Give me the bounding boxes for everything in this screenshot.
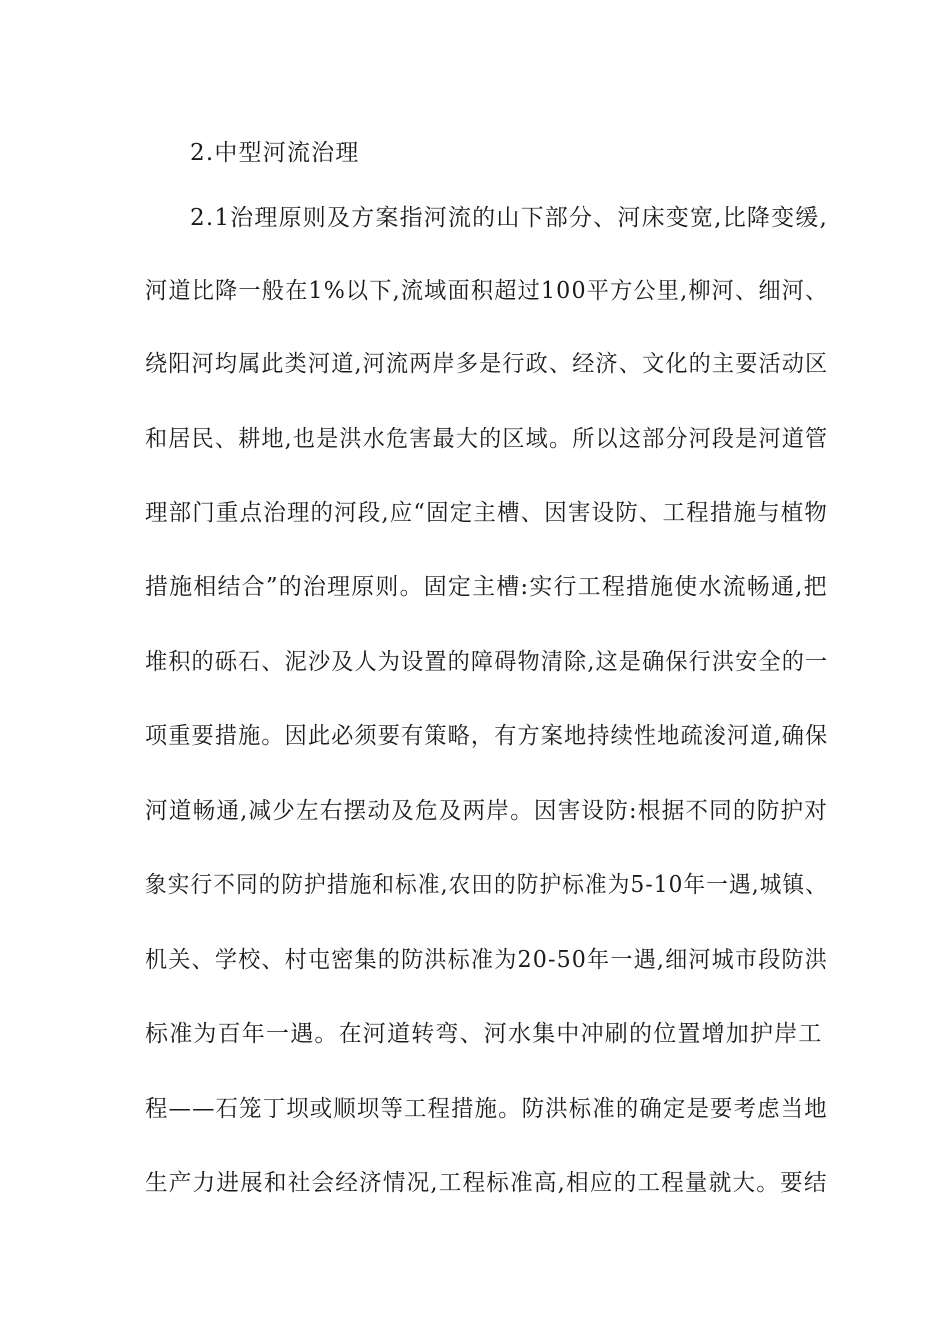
paragraph-line: 2.1治理原则及方案指河流的山下部分、河床变宽,比降变缓,: [190, 205, 828, 231]
paragraph-line: 程——石笼丁坝或顺坝等工程措施。防洪标准的确定是要考虑当地: [145, 1096, 828, 1122]
paragraph-line: 措施相结合”的治理原则。固定主槽:实行工程措施使水流畅通,把: [145, 574, 828, 600]
paragraph-line: 象实行不同的防护措施和标准,农田的防护标准为5-10年一遇,城镇、: [145, 872, 828, 898]
paragraph-line: 堆积的砾石、泥沙及人为设置的障碍物清除,这是确保行洪安全的一: [145, 649, 829, 675]
paragraph-line: 理部门重点治理的河段,应“固定主槽、因害设防、工程措施与植物: [145, 500, 829, 526]
paragraph-line: 标准为百年一遇。在河道转弯、河水集中冲刷的位置增加护岸工: [145, 1021, 823, 1047]
paragraph-line: 生产力进展和社会经济情况,工程标准高,相应的工程量就大。要结: [145, 1170, 828, 1196]
paragraph-line: 绕阳河均属此类河道,河流两岸多是行政、经济、文化的主要活动区: [145, 351, 829, 377]
paragraph-line: 和居民、耕地,也是洪水危害最大的区域。所以这部分河段是河道管: [145, 426, 829, 452]
paragraph-line: 机关、学校、村屯密集的防洪标准为20-50年一遇,细河城市段防洪: [145, 947, 829, 973]
paragraph-line: 河道比降一般在1%以下,流域面积超过100平方公里,柳河、细河、: [145, 278, 829, 304]
paragraph-line: 河道畅通,减少左右摆动及危及两岸。因害设防:根据不同的防护对: [145, 798, 829, 824]
paragraph-line: 项重要措施。因此必须要有策略，有方案地持续性地疏浚河道,确保: [145, 723, 829, 749]
section-heading: 2.中型河流治理: [190, 140, 360, 166]
